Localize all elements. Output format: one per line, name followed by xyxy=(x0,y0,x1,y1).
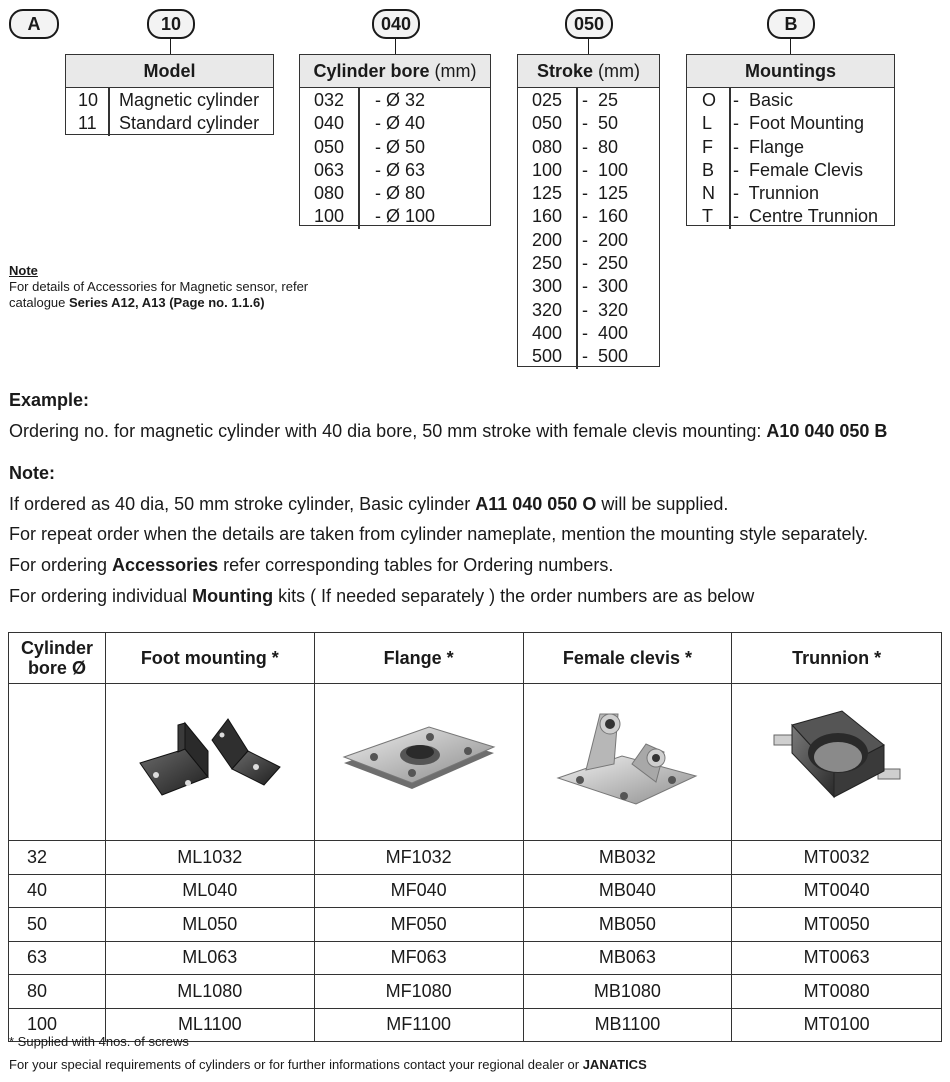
side-note-heading: Note xyxy=(9,263,38,278)
foot-mounting-image xyxy=(105,684,314,841)
mounting-row: F - Flange xyxy=(702,136,805,157)
stroke-row: 400 - 400 xyxy=(532,322,629,343)
side-note-line1: For details of Accessories for Magnetic sensor, refer xyxy=(9,279,309,294)
model-row: 11 Standard cylinder xyxy=(78,113,260,134)
bore-table: Cylinder bore (mm) 032 - Ø 32 040 - Ø 40 050 - Ø 50 063 - Ø 63 080 - Ø 80 100 - Ø 100 xyxy=(299,54,491,226)
code-pill-bore: 040 xyxy=(372,9,420,39)
stroke-row: 100 - 100 xyxy=(532,159,629,180)
bore-row: 040 - Ø 40 xyxy=(314,113,426,134)
bore-row: 100 - Ø 100 xyxy=(314,206,436,227)
stroke-row: 050 - 50 xyxy=(532,113,619,134)
note-line1: If ordered as 40 dia, 50 mm stroke cylinder, Basic cylinder A11 040 050 O will be supplied. xyxy=(9,494,729,514)
header-trunnion: Trunnion * xyxy=(732,633,942,684)
stroke-row: 200 - 200 xyxy=(532,229,629,250)
code-pill-series: A xyxy=(9,9,59,39)
bore-title: Cylinder bore xyxy=(313,61,430,81)
example-text: Ordering no. for magnetic cylinder with 40 dia bore, 50 mm stroke with female clevis mounting: A10 040 050 B xyxy=(9,421,888,441)
stroke-row: 320 - 320 xyxy=(532,299,629,320)
table-row: 40 ML040 MF040 MB040 MT0040 xyxy=(9,874,942,908)
stroke-row: 160 - 160 xyxy=(532,206,629,227)
bore-row: 063 - Ø 63 xyxy=(314,159,426,180)
note-line3: For ordering Accessories refer corresponding tables for Ordering numbers. xyxy=(9,555,614,575)
bore-row: 032 - Ø 32 xyxy=(314,90,426,110)
mounting-row: T - Centre Trunnion xyxy=(702,206,879,227)
female-clevis-image xyxy=(523,684,732,841)
image-cell-empty xyxy=(9,684,106,841)
side-note-line2: catalogue Series A12, A13 (Page no. 1.1.6) xyxy=(9,295,265,310)
table-row: 32 ML1032 MF1032 MB032 MT0032 xyxy=(9,841,942,875)
mounting-row: N - Trunnion xyxy=(702,183,820,204)
table-row: 100 ML1100 MF1100 MB1100 MT0100 xyxy=(9,1008,942,1042)
stroke-row: 080 - 80 xyxy=(532,136,619,157)
table-row: 50 ML050 MF050 MB050 MT0050 xyxy=(9,908,942,942)
stroke-row: 125 - 125 xyxy=(532,183,629,204)
trunnion-image xyxy=(732,684,942,841)
note-line2: For repeat order when the details are taken from cylinder nameplate, mention the mounting style separately. xyxy=(9,524,869,544)
code-pill-mounting: B xyxy=(767,9,815,39)
bore-row: 050 - Ø 50 xyxy=(314,136,426,157)
model-title: Model xyxy=(143,61,196,81)
stroke-title: Stroke xyxy=(536,61,594,81)
mounting-row: B - Female Clevis xyxy=(702,159,864,180)
footer-contact: For your special requirements of cylinders or for further informations contact your regional dealer or JANATICS xyxy=(9,1057,647,1072)
header-foot-mounting: Foot mounting * xyxy=(105,633,314,684)
bore-row: 080 - Ø 80 xyxy=(314,183,426,204)
footnote-screws: * Supplied with 4nos. of screws xyxy=(9,1034,189,1049)
model-row: 10 Magnetic cylinder xyxy=(78,90,260,110)
note-line4: For ordering individual Mounting kits ( If needed separately ) the order numbers are as below xyxy=(9,586,755,606)
stroke-table: Stroke (mm) 025 - 25 050 - 50 080 - 80 100 - 100 125 - 125 160 - 160 200 - 200 250 - 250 300 - 300 320 - 320 400 - 400 500 - 500 xyxy=(517,54,660,367)
code-pill-model: 10 xyxy=(147,9,195,39)
mountings-title: Mountings xyxy=(745,61,836,81)
mounting-row: L - Foot Mounting xyxy=(702,113,865,134)
stroke-row: 300 - 300 xyxy=(532,276,629,297)
header-female-clevis: Female clevis * xyxy=(523,633,732,684)
mounting-kits-table xyxy=(8,632,942,1042)
code-pill-stroke: 050 xyxy=(565,9,613,39)
note-heading: Note: xyxy=(9,463,55,483)
side-note xyxy=(9,263,308,311)
table-row: 63 ML063 MF063 MB063 MT0063 xyxy=(9,941,942,975)
flange-image xyxy=(314,684,523,841)
mountings-table xyxy=(686,54,895,226)
stroke-row: 500 - 500 xyxy=(532,346,629,367)
header-cylinder-bore: Cylinder bore Ø xyxy=(9,633,106,684)
example-heading: Example: xyxy=(9,390,90,410)
table-row: 80 ML1080 MF1080 MB1080 MT0080 xyxy=(9,975,942,1009)
mounting-row: O - Basic xyxy=(702,90,794,110)
header-flange: Flange * xyxy=(314,633,523,684)
stroke-row: 025 - 25 xyxy=(532,90,619,110)
stroke-row: 250 - 250 xyxy=(532,253,629,274)
model-table xyxy=(65,54,274,135)
